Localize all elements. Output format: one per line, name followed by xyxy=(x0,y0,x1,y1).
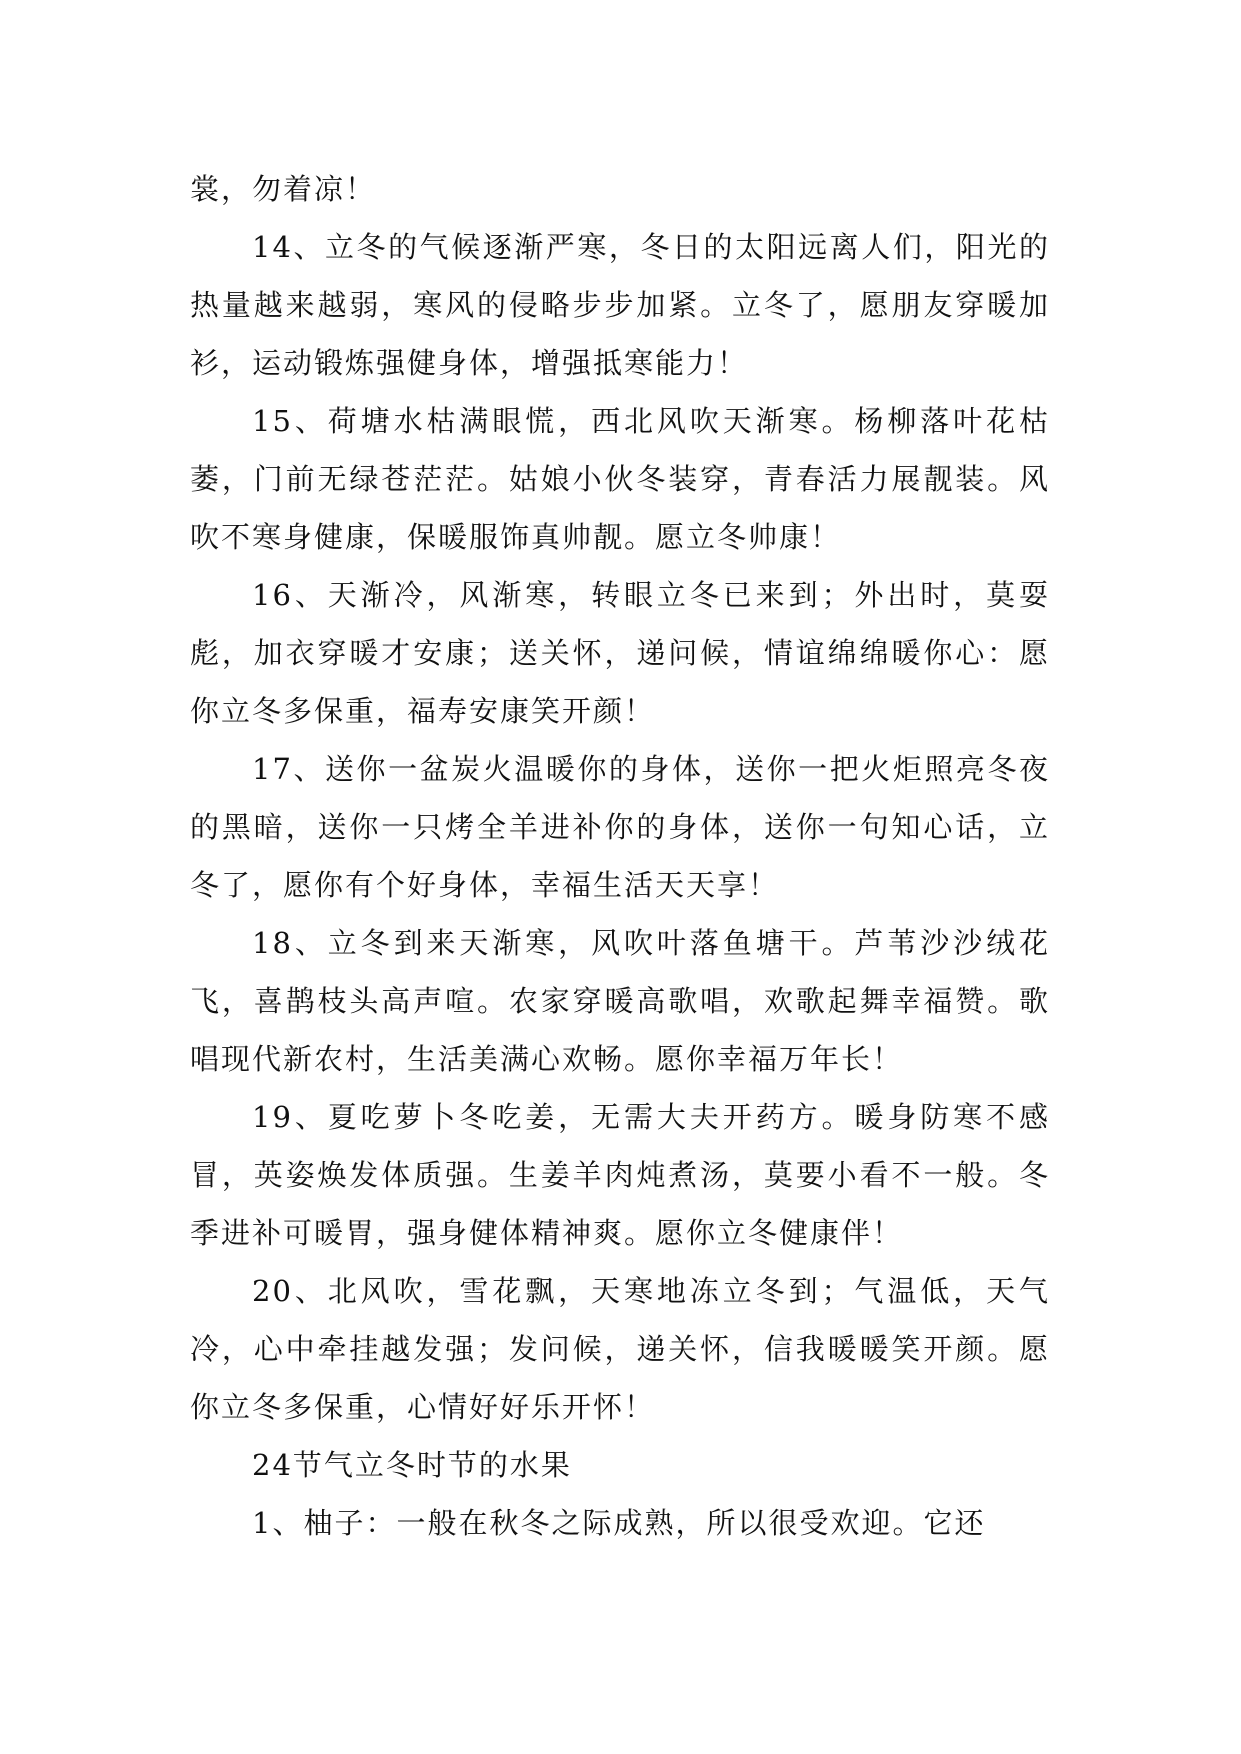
paragraph-item-17: 17、送你一盆炭火温暖你的身体，送你一把火炬照亮冬夜的黑暗，送你一只烤全羊进补你的身体，送你一句知心话，立冬了，愿你有个好身体，幸福生活天天享！ xyxy=(190,752,1050,902)
paragraph-item-19: 19、夏吃萝卜冬吃姜，无需大夫开药方。暖身防寒不感冒，英姿焕发体质强。生姜羊肉炖煮汤，莫要小看不一般。冬季进补可暖胃，强身健体精神爽。愿你立冬健康伴！ xyxy=(190,1100,1050,1250)
paragraph-item-20: 20、北风吹，雪花飘，天寒地冻立冬到；气温低，天气冷，心中牵挂越发强；发问候，递关怀，信我暖暖笑开颜。愿你立冬多保重，心情好好乐开怀！ xyxy=(190,1274,1050,1424)
section-heading: 24节气立冬时节的水果 xyxy=(252,1448,572,1482)
paragraph-item-18: 18、立冬到来天渐寒，风吹叶落鱼塘干。芦苇沙沙绒花飞，喜鹊枝头高声喧。农家穿暖高歌唱，欢歌起舞幸福赞。歌唱现代新农村，生活美满心欢畅。愿你幸福万年长！ xyxy=(190,926,1050,1076)
paragraph-continuation: 裳，勿着凉！ xyxy=(190,172,377,206)
paragraph-fruit-1: 1、柚子：一般在秋冬之际成熟，所以很受欢迎。它还 xyxy=(252,1506,986,1540)
paragraph-item-15: 15、荷塘水枯满眼慌，西北风吹天渐寒。杨柳落叶花枯萎，门前无绿苍茫茫。姑娘小伙冬装穿，青春活力展靓装。风吹不寒身健康，保暖服饰真帅靓。愿立冬帅康！ xyxy=(190,404,1050,554)
paragraph-item-16: 16、天渐冷，风渐寒，转眼立冬已来到；外出时，莫耍彪，加衣穿暖才安康；送关怀，递问候，情谊绵绵暖你心：愿你立冬多保重，福寿安康笑开颜！ xyxy=(190,578,1050,728)
paragraph-item-14: 14、立冬的气候逐渐严寒，冬日的太阳远离人们，阳光的热量越来越弱，寒风的侵略步步加紧。立冬了，愿朋友穿暖加衫，运动锻炼强健身体，增强抵寒能力！ xyxy=(190,230,1050,380)
document-body xyxy=(190,160,1050,1552)
